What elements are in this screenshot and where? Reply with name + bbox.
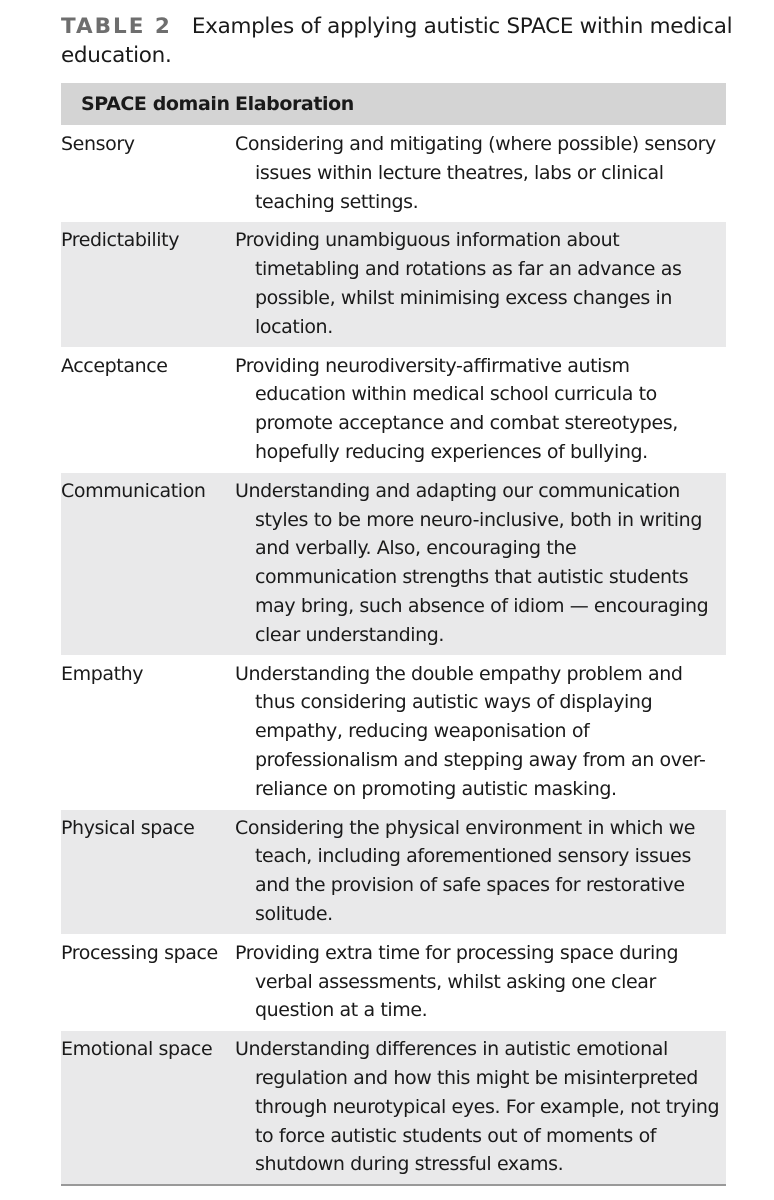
header-space-domain: SPACE domain — [81, 92, 230, 115]
elaboration-cell: Understanding and adapting our communication styles to be more neuro-inclusive, both in writing and verbally. Also, encouraging the communication strengths that autistic students may bring, such absence of idiom — encouraging clear understanding. — [235, 479, 709, 646]
space-table — [61, 83, 726, 1186]
elaboration-cell: Providing unambiguous information about timetabling and rotations as far an advance as possible, whilst minimising excess changes in location. — [235, 229, 682, 338]
table-row — [61, 1030, 726, 1184]
elaboration-cell: Considering the physical environment in which we teach, including aforementioned sensory issues and the provision of safe spaces for restorative solitude. — [235, 816, 696, 925]
table-row — [61, 934, 726, 1030]
table-row — [61, 655, 726, 809]
elaboration-cell: Providing extra time for processing space during verbal assessments, whilst asking one clear question at a time. — [235, 941, 679, 1022]
table-row — [61, 347, 726, 472]
table-row — [61, 809, 726, 934]
table-row — [61, 472, 726, 655]
header-elaboration: Elaboration — [235, 92, 354, 115]
elaboration-cell: Providing neurodiversity-affirmative autism education within medical school curricula to promote acceptance and combat stereotypes, hopefully reducing experiences of bullying. — [235, 354, 678, 463]
table-caption — [61, 12, 741, 70]
domain-cell: Processing space — [61, 941, 218, 964]
elaboration-cell: Understanding the double empathy problem and thus considering autistic ways of displaying empathy, reducing weaponisation of professionalism and stepping away from an over-reliance on promoting autistic masking. — [235, 662, 706, 800]
domain-cell: Acceptance — [61, 354, 168, 377]
elaboration-cell: Understanding differences in autistic emotional regulation and how this might be misinterpreted through neurotypical eyes. For example, not trying to force autistic students out of moments of shutdown during stressful exams. — [235, 1038, 720, 1176]
table-row — [61, 125, 726, 221]
domain-cell: Physical space — [61, 816, 195, 839]
domain-cell: Predictability — [61, 229, 180, 252]
domain-cell: Emotional space — [61, 1038, 213, 1061]
table-title: Examples of applying autistic SPACE within medical education. — [61, 14, 733, 68]
table-header-row — [61, 83, 726, 125]
table-row — [61, 221, 726, 346]
elaboration-cell: Considering and mitigating (where possible) sensory issues within lecture theatres, labs or clinical teaching settings. — [235, 133, 716, 213]
table-label: TABLE 2 — [61, 14, 172, 39]
domain-cell: Empathy — [61, 662, 144, 685]
domain-cell: Communication — [61, 479, 206, 502]
domain-cell: Sensory — [61, 133, 135, 155]
table-bottom-rule — [61, 1184, 726, 1186]
